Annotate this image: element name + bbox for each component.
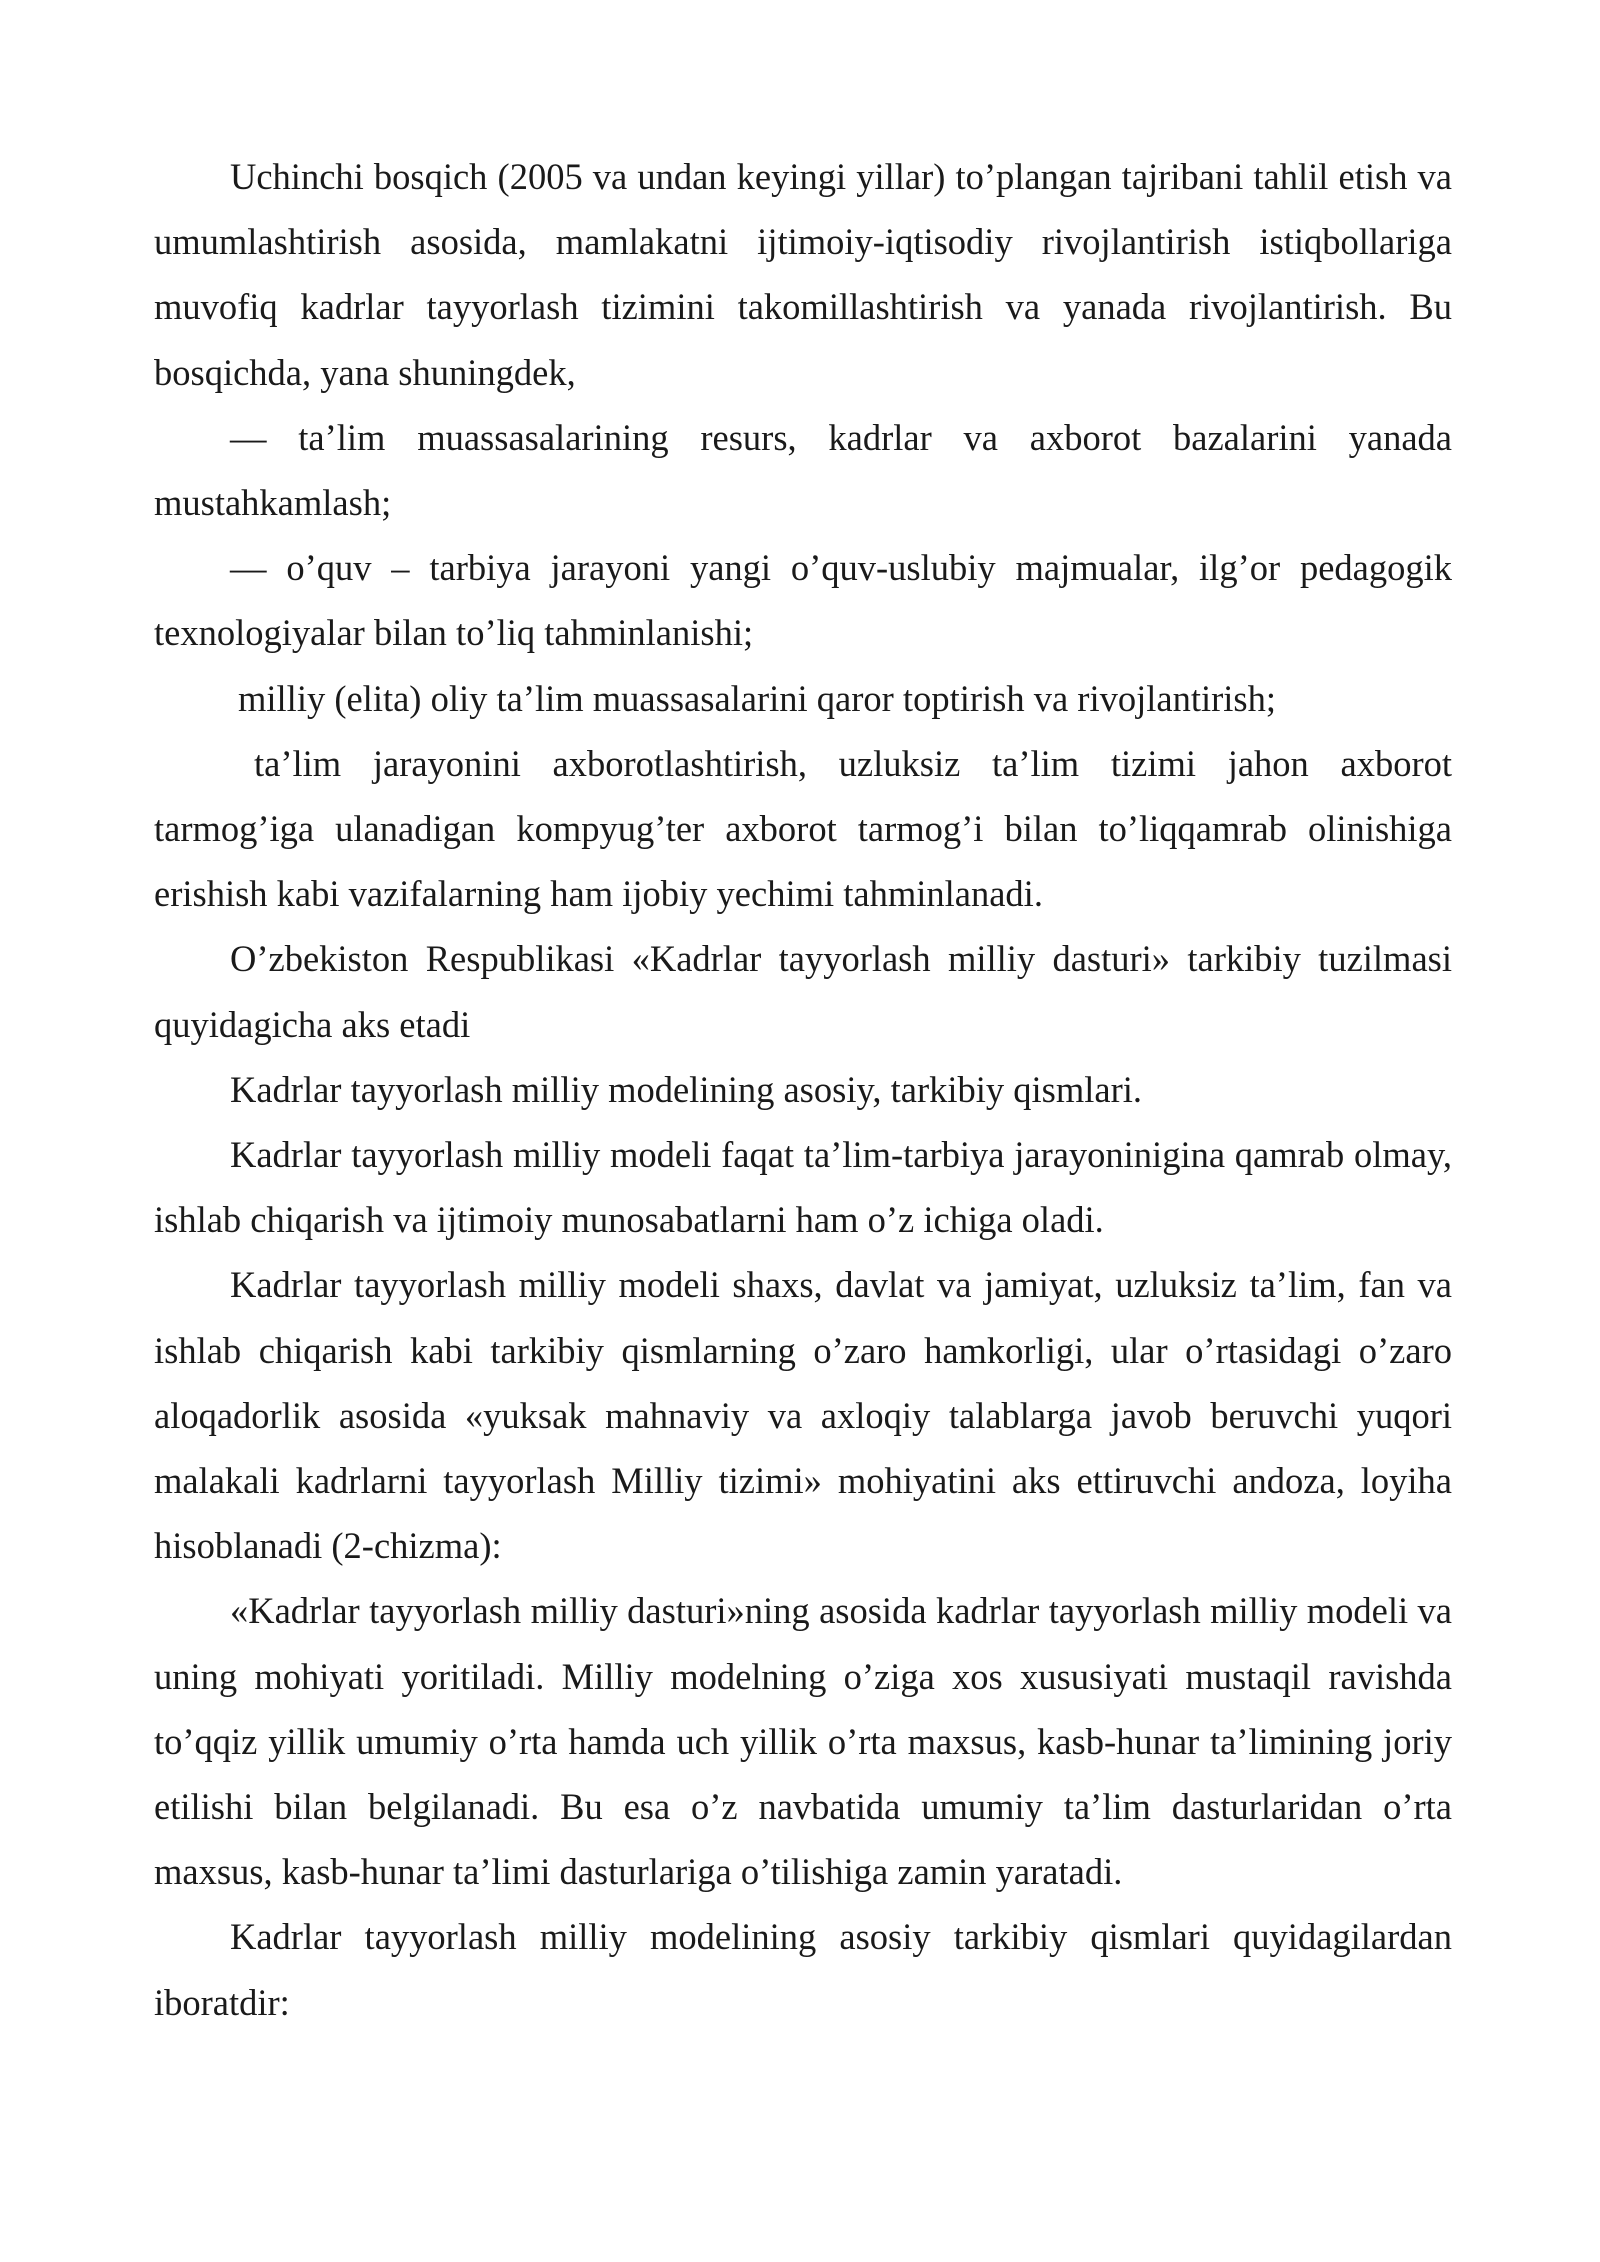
paragraph-program-structure: O’zbekiston Respublikasi «Kadrlar tayyorlash milliy dasturi» tarkibiy tuzilmasi quyidagicha aks etadi bbox=[154, 938, 1452, 1045]
paragraph-model-description: Kadrlar tayyorlash milliy modeli shaxs, davlat va jamiyat, uzluksiz ta’lim, fan va ishlab chiqarish kabi tarkibiy qismlarning o’zaro hamkorligi, ular o’rtasidagi o’zaro aloqadorlik asosida «yuksak mahnaviy va axloqiy talablarga javob beruvchi yuqori malakali kadrlarni tayyorlash Milliy tizimi» mohiyatini aks ettiruvchi andoza, loyiha hisoblanadi (2-chizma): bbox=[154, 1264, 1452, 1567]
list-item-elite-universities: milliy (elita) oliy ta’lim muassasalarini qaror toptirish va rivojlantirish; bbox=[238, 677, 1277, 719]
paragraph-model-scope: Kadrlar tayyorlash milliy modeli faqat ta’lim-tarbiya jarayoninigina qamrab olmay, ishlab chiqarish va ijtimoiy munosabatlarni ham o’z ichiga oladi. bbox=[154, 1134, 1452, 1241]
list-item-informatization: ta’lim jarayonini axborotlashtirish, uzluksiz ta’lim tizimi jahon axborot tarmog’iga ulanadigan kompyug’ter axborot tarmog’i bilan to’liqqamrab olinishiga erishish kabi vazifalarning ham ijobiy yechimi tahminlanadi. bbox=[154, 742, 1452, 915]
paragraph-components-intro: Kadrlar tayyorlash milliy modelining asosiy tarkibiy qismlari quyidagilardan iboratdir: bbox=[154, 1916, 1452, 2023]
list-item-teaching-process: — o’quv – tarbiya jarayoni yangi o’quv-uslubiy majmualar, ilg’or pedagogik texnologiyalar bilan to’liq tahminlanishi; bbox=[154, 547, 1452, 654]
paragraph-model-components-heading: Kadrlar tayyorlash milliy modelining asosiy, tarkibiy qismlari. bbox=[230, 1068, 1143, 1110]
list-item-resource-bases: — ta’lim muassasalarining resurs, kadrlar va axborot bazalarini yanada mustahkamlash; bbox=[154, 416, 1452, 524]
paragraph-third-stage: Uchinchi bosqich (2005 va undan keyingi yillar) to’plangan tajribani tahlil etish va umumlashtirish asosida, mamlakatni ijtimoiy-iqtisodiy rivojlantirish istiqbollariga muvofiq kadrlar tayyorlash tizimini takomillashtirish va yanada rivojlantirish. Bu bosqichda, yana shuningdek, bbox=[154, 156, 1452, 393]
paragraph-program-basis: «Kadrlar tayyorlash milliy dasturi»ning asosida kadrlar tayyorlash milliy modeli va uning mohiyati yoritiladi. Milliy modelning o’ziga xos xususiyati mustaqil ravishda to’qqiz yillik umumiy o’rta hamda uch yillik o’rta maxsus, kasb-hunar ta’limining joriy etilishi bilan belgilanadi. Bu esa o’z navbatida umumiy ta’lim dasturlaridan o’rta maxsus, kasb-hunar ta’limi dasturlariga o’tilishiga zamin yaratadi. bbox=[154, 1590, 1452, 1893]
document-page bbox=[154, 144, 1452, 2035]
